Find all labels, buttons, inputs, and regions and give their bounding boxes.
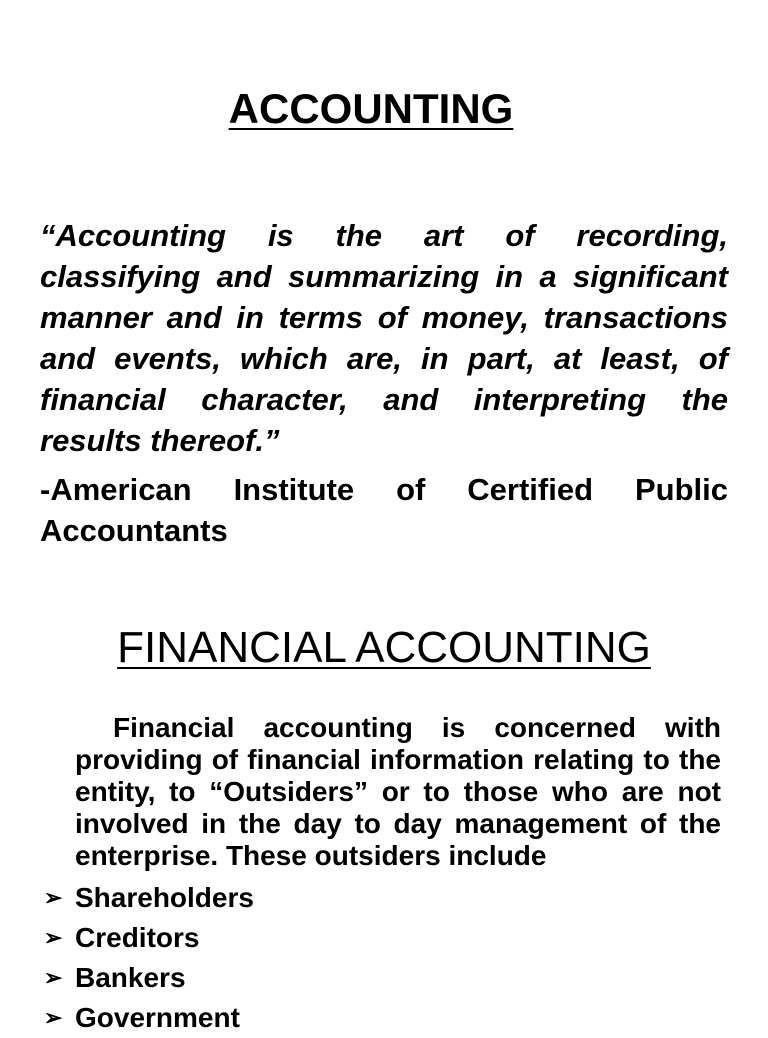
- list-item-label: Bankers: [75, 962, 186, 993]
- quote-attribution: -American Institute of Certified Public Accountants: [40, 472, 728, 548]
- list-item: [44, 878, 254, 918]
- section-title-financial-accounting: [0, 621, 768, 675]
- list-item: [44, 918, 254, 958]
- arrow-bullet-icon: ➢: [44, 1005, 63, 1030]
- arrow-bullet-icon: ➢: [44, 965, 63, 990]
- list-item-label: Creditors: [75, 922, 200, 953]
- arrow-bullet-icon: ➢: [44, 925, 63, 950]
- outsiders-list: [44, 878, 254, 1038]
- list-item-label: Shareholders: [75, 882, 254, 913]
- definition-quote: “Accounting is the art of recording, classifying and summarizing in a significant manner and in terms of money, transactions and events, which are, in part, at least, of financial character, and interpreting the results thereof.”: [40, 218, 728, 458]
- arrow-bullet-icon: ➢: [44, 885, 63, 910]
- list-item: [44, 958, 254, 998]
- list-item: [44, 998, 254, 1038]
- section-title-financial-accounting-text: FINANCIAL ACCOUNTING: [117, 623, 651, 672]
- section-title-accounting-text: ACCOUNTING: [228, 85, 514, 132]
- section-title-accounting: [0, 84, 742, 134]
- list-item-label: Government: [75, 1002, 240, 1033]
- financial-accounting-paragraph: Financial accounting is concerned with providing of financial information relating to the entity, to “Outsiders” or to those who are not involved in the day to day management of the enterprise. These outsiders include: [75, 712, 721, 871]
